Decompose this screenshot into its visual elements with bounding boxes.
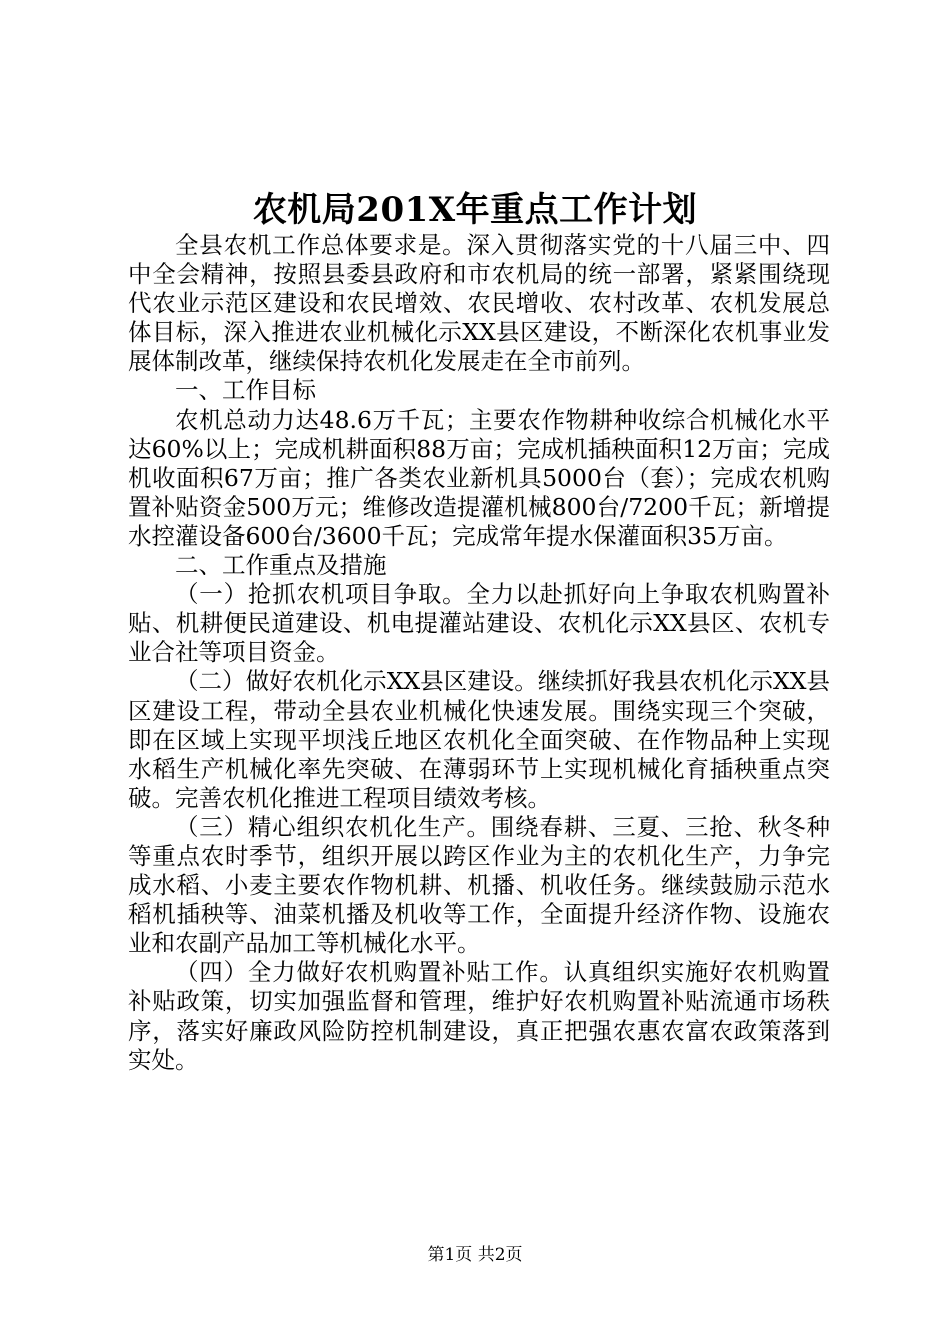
measure-paragraph-2: （二）做好农机化示XX县区建设。继续抓好我县农机化示XX县区建设工程，带动全县农业机械化快速发展。围绕实现三个突破，即在区域上实现平坝浅丘地区农机化全面突破、在作物品种上实现水稻生产机械化率先突破、在薄弱环节上实现机械化育插秧重点突破。完善农机化推进工程项目绩效考核。 xyxy=(128,667,830,812)
measure-paragraph-4: （四）全力做好农机购置补贴工作。认真组织实施好农机购置补贴政策，切实加强监督和管理，维护好农机购置补贴流通市场秩序，落实好廉政风险防控机制建设，真正把强农惠农富农政策落到实处。 xyxy=(128,958,830,1074)
measure-paragraph-1: （一）抢抓农机项目争取。全力以赴抓好向上争取农机购置补贴、机耕便民道建设、机电提灌站建设、农机化示XX县区、农机专业合社等项目资金。 xyxy=(128,580,830,667)
document-body xyxy=(128,231,830,1075)
document-title: 农机局201X年重点工作计划 xyxy=(252,190,698,230)
measure-paragraph-3: （三）精心组织农机化生产。围绕春耕、三夏、三抢、秋冬种等重点农时季节，组织开展以跨区作业为主的农机化生产，力争完成水稻、小麦主要农作物机耕、机播、机收任务。继续鼓励示范水稻机插秧等、油菜机播及机收等工作，全面提升经济作物、设施农业和农副产品加工等机械化水平。 xyxy=(128,812,830,958)
section-heading-goals: 一、工作目标 xyxy=(175,376,316,405)
intro-paragraph: 全县农机工作总体要求是。深入贯彻落实党的十八届三中、四中全会精神，按照县委县政府和市农机局的统一部署，紧紧围绕现代农业示范区建设和农民增效、农民增收、农村改革、农机发展总体目标，深入推进农业机械化示XX县区建设，不断深化农机事业发展体制改革，继续保持农机化发展走在全市前列。 xyxy=(128,231,830,376)
page-footer: 第1页 共2页 xyxy=(427,1245,523,1265)
section-heading-measures: 二、工作重点及措施 xyxy=(175,551,387,580)
goals-paragraph: 农机总动力达48.6万千瓦；主要农作物耕种收综合机械化水平达60%以上；完成机耕面积88万亩；完成机插秧面积12万亩；完成机收面积67万亩；推广各类农业新机具5000台（套）；完成农机购置补贴资金500万元；维修改造提灌机械800台/7200千瓦；新增提水控灌设备600台/3600千瓦；完成常年提水保灌面积35万亩。 xyxy=(128,405,830,550)
